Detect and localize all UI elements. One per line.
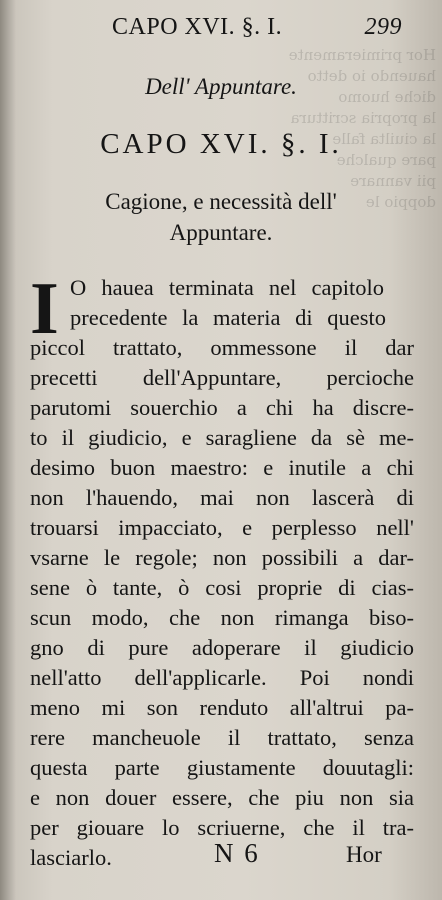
- running-head-chapter: CAPO XVI. §. I.: [112, 14, 283, 40]
- body-line: to il giudicio, e saragliene da sè me-: [30, 425, 414, 450]
- chapter-subtitle-line: Cagione, e necessità dell': [105, 189, 337, 214]
- body-line: questa parte giustamente douutagli:: [30, 755, 414, 780]
- body-line: rere mancheuole il trattato, senza: [30, 725, 414, 750]
- body-line: e non douer essere, che piu non sia: [30, 785, 414, 810]
- body-line: per giouare lo scriuerne, che il tra-: [30, 815, 414, 840]
- running-head: [112, 14, 402, 44]
- body-line: nell'atto dell'applicarle. Poi nondi: [30, 665, 414, 690]
- body-line: desimo buon maestro: e inutile a chi: [30, 455, 414, 480]
- body-line: O hauea terminata nel capitolo: [70, 275, 384, 300]
- body-line: gno di pure adoperare il giudicio: [30, 635, 414, 660]
- show-through-text: Hor primieramente hauendo io detto diche huomo la propria scrittura la ciuilta falle pare qualche pii vannare doppio le: [288, 46, 436, 211]
- body-line: non l'hauendo, mai non lascerà di: [30, 485, 414, 510]
- body-line: meno mi son renduto all'altrui pa-: [30, 695, 414, 720]
- body-line: lasciarlo.: [30, 845, 112, 870]
- catchword: Hor: [346, 842, 382, 867]
- body-line: precetti dell'Appuntare, percioche: [30, 365, 414, 390]
- drop-cap: I: [30, 268, 59, 350]
- body-line: piccol trattato, ommessone il dar: [30, 335, 414, 360]
- chapter-heading: CAPO XVI. §. I.: [100, 128, 342, 160]
- section-title: Dell' Appuntare.: [145, 74, 297, 99]
- body-line: trouarsi impacciato, e perplesso nell': [30, 515, 414, 540]
- body-line: vsarne le regole; non possibili a dar-: [30, 545, 414, 570]
- body-line: parutomi souerchio a chi ha discre-: [30, 395, 414, 420]
- body-line: scun modo, che non rimanga biso-: [30, 605, 414, 630]
- page-number: 299: [364, 14, 402, 40]
- body-line: sene ò tante, ò cosi proprie di cias-: [30, 575, 414, 600]
- signature-mark: N 6: [214, 838, 260, 868]
- chapter-subtitle: [0, 186, 442, 248]
- chapter-subtitle-line: Appuntare.: [169, 220, 273, 245]
- body-line: precedente la materia di questo: [70, 305, 386, 330]
